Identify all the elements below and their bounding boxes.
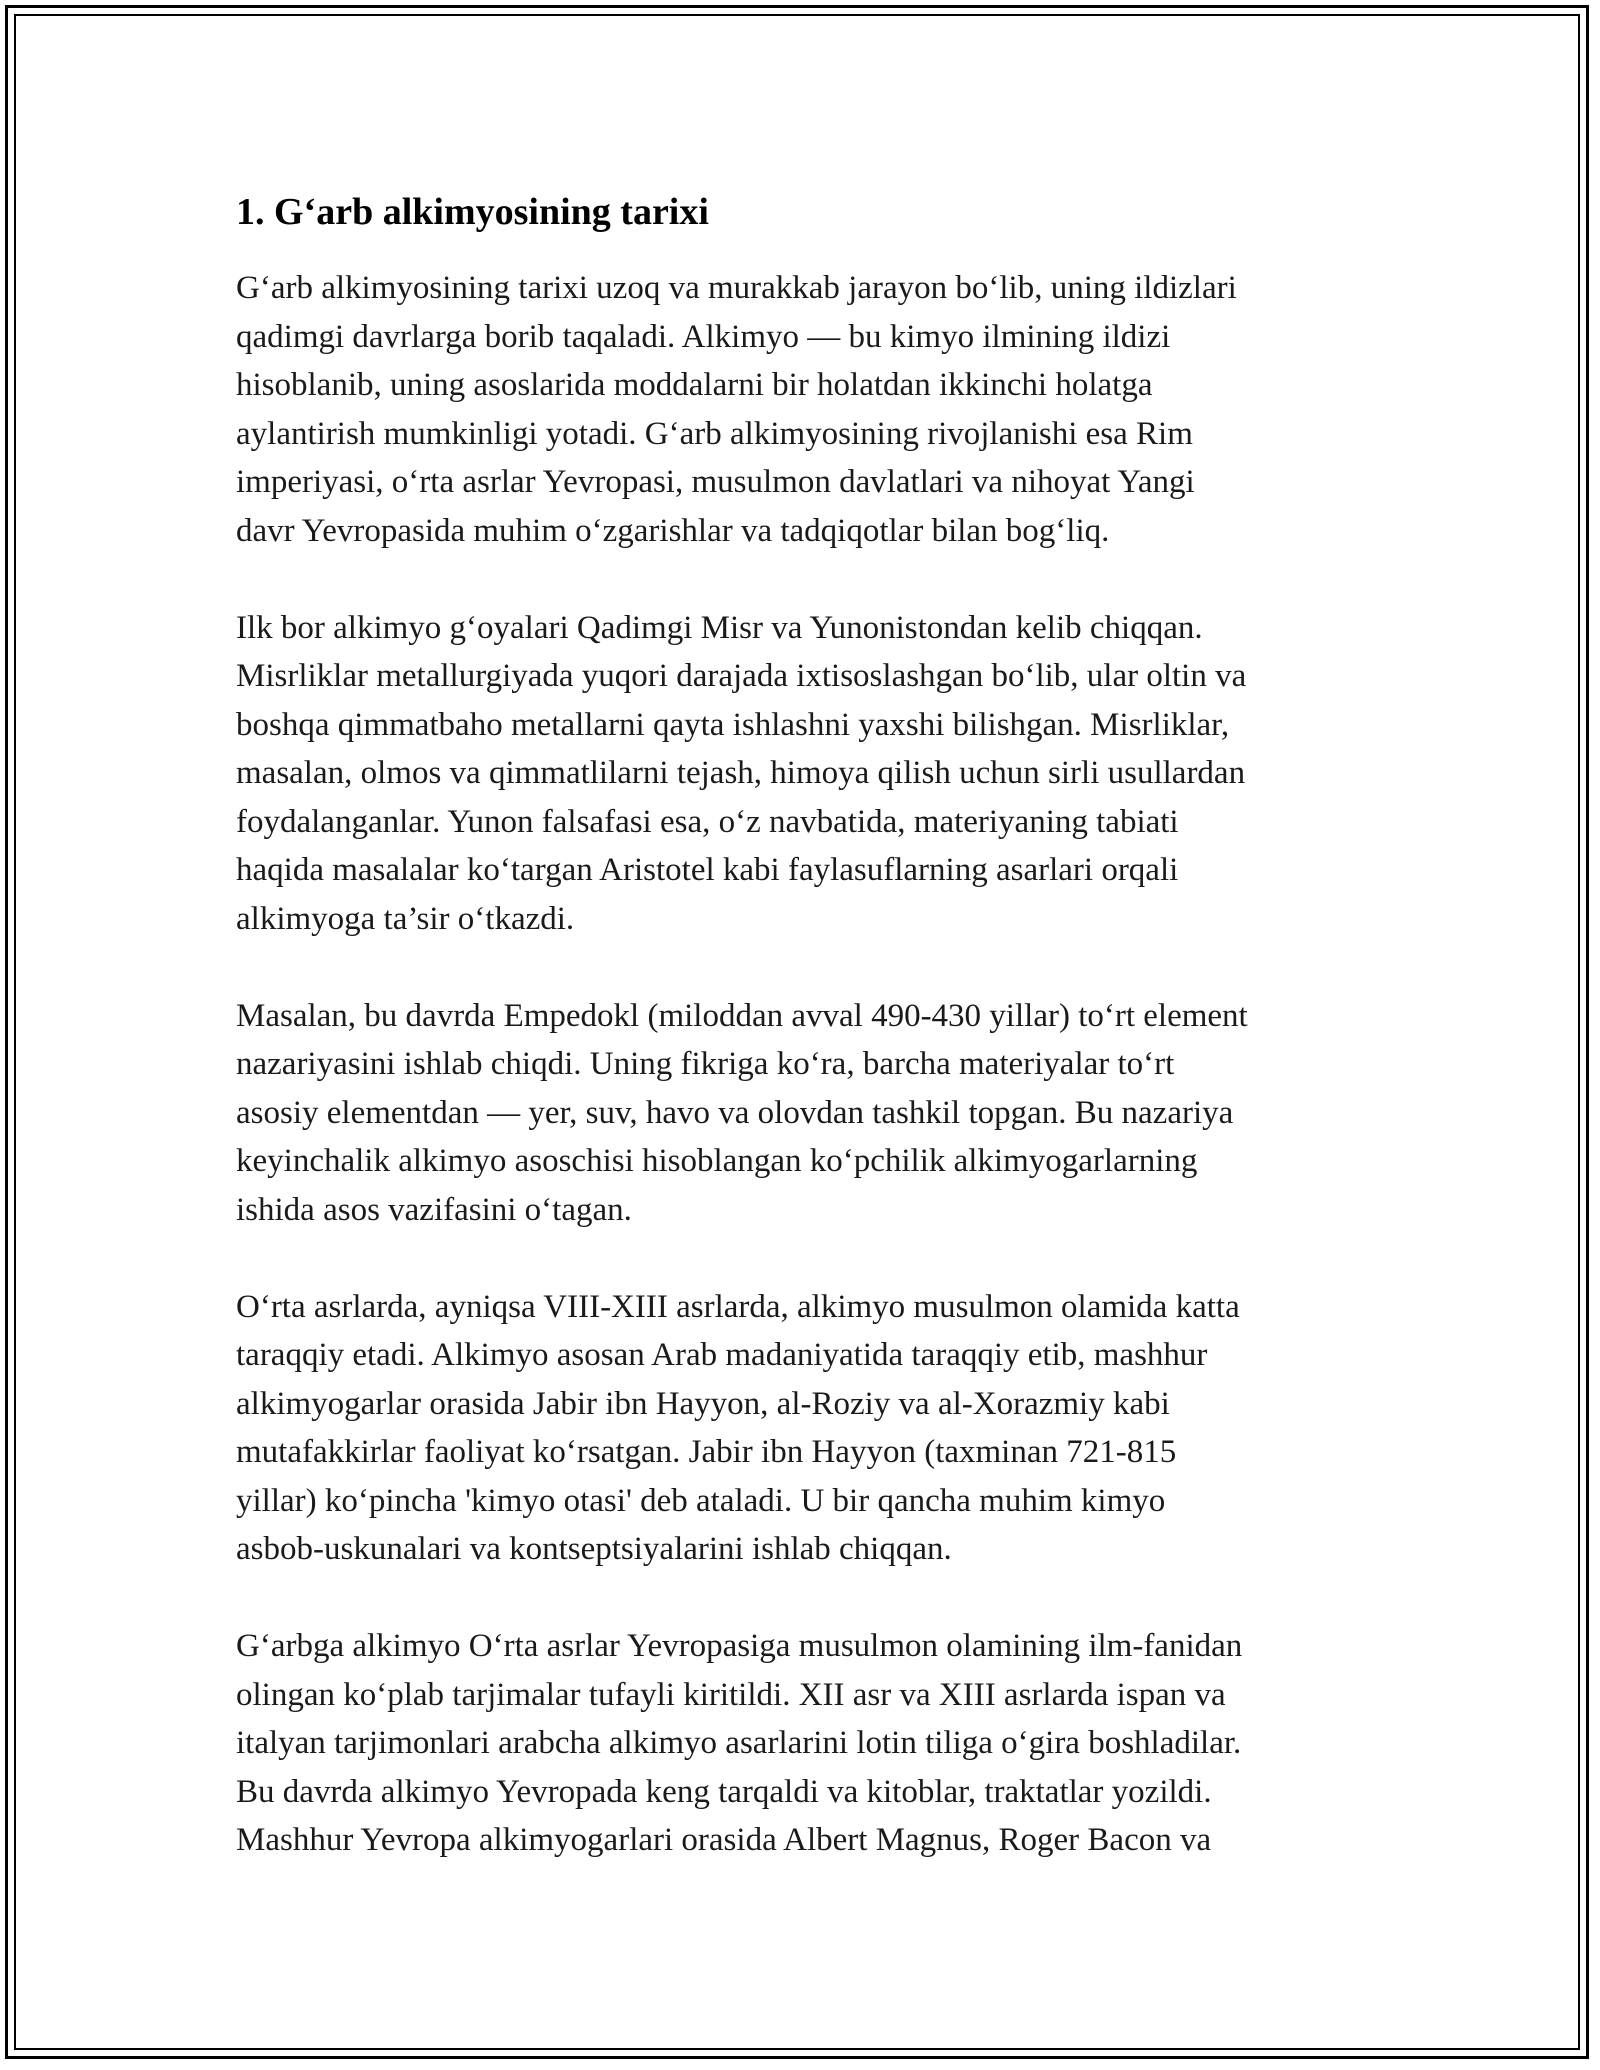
text-line: qadimgi davrlarga borib taqaladi. Alkimyo — bu kimyo ilmining ildizi [236,318,1171,355]
paragraph-2 [236,604,1376,944]
paragraph-3 [236,992,1376,1235]
text-line: keyinchalik alkimyo asoschisi hisoblangan ko‘pchilik alkimyogarlarning [236,1143,1198,1179]
text-line: aylantirish mumkinligi yotadi. G‘arb alkimyosining rivojlanishi esa Rim [236,415,1193,452]
text-line: taraqqiy etadi. Alkimyo asosan Arab madaniyatida taraqqiy etib, mashhur [236,1337,1208,1373]
text-line: G‘arb alkimyosining tarixi uzoq va murakkab jarayon bo‘lib, uning ildizlari [236,270,1237,306]
text-line: imperiyasi, o‘rta asrlar Yevropasi, musulmon davlatlari va nihoyat Yangi [236,464,1195,500]
text-line: boshqa qimmatbaho metallarni qayta ishlashni yaxshi bilishgan. Misrliklar, [236,706,1230,743]
text-line: ishida asos vazifasini o‘tagan. [236,1191,632,1228]
text-line: G‘arbga alkimyo O‘rta asrlar Yevropasiga musulmon olamining ilm-fanidan [236,1628,1243,1664]
text-line: olingan ko‘plab tarjimalar tufayli kiritildi. XII asr va XIII asrlarda ispan va [236,1676,1226,1713]
text-line: Ilk bor alkimyo g‘oyalari Qadimgi Misr va Yunonistondan kelib chiqqan. [236,609,1203,646]
text-line: alkimyoga ta’sir o‘tkazdi. [236,900,575,937]
text-line: asbob-uskunalari va kontseptsiyalarini ishlab chiqqan. [236,1531,952,1567]
text-line: davr Yevropasida muhim o‘zgarishlar va tadqiqotlar bilan bog‘liq. [236,512,1110,549]
text-line: masalan, olmos va qimmatlilarni tejash, himoya qilish uchun sirli usullardan [236,755,1246,791]
text-line: yillar) ko‘pincha 'kimyo otasi' deb ataladi. U bir qancha muhim kimyo [236,1482,1166,1519]
text-line: asosiy elementdan — yer, suv, havo va olovdan tashkil topgan. Bu nazariya [236,1094,1234,1131]
text-line: mutafakkirlar faoliyat ko‘rsatgan. Jabir ibn Hayyon (taxminan 721-815 [236,1434,1177,1470]
text-line: alkimyogarlar orasida Jabir ibn Hayyon, al-Roziy va al-Xorazmiy kabi [236,1385,1170,1422]
text-line: Mashhur Yevropa alkimyogarlari orasida Albert Magnus, Roger Bacon va [236,1822,1212,1858]
section-heading: 1. G‘arb alkimyosining tarixi [236,191,709,233]
text-line: Bu davrda alkimyo Yevropada keng tarqaldi va kitoblar, traktatlar yozildi. [236,1773,1212,1810]
paragraph-5 [236,1622,1376,1865]
text-line: italyan tarjimonlari arabcha alkimyo asarlarini lotin tiliga o‘gira boshladilar. [236,1725,1242,1761]
text-line: foydalanganlar. Yunon falsafasi esa, o‘z navbatida, materiyaning tabiati [236,803,1179,840]
paragraph-4 [236,1283,1376,1574]
text-line: nazariyasini ishlab chiqdi. Uning fikriga ko‘ra, barcha materiyalar to‘rt [236,1046,1175,1082]
text-line: Misrliklar metallurgiyada yuqori darajada ixtisoslashgan bo‘lib, ular oltin va [236,658,1247,694]
document-body [236,188,1376,1913]
text-line: hisoblanib, uning asoslarida moddalarni bir holatdan ikkinchi holatga [236,367,1153,403]
paragraph-1 [236,264,1376,555]
text-line: haqida masalalar ko‘targan Aristotel kabi faylasuflarning asarlari orqali [236,852,1179,888]
text-line: O‘rta asrlarda, ayniqsa VIII-XIII asrlarda, alkimyo musulmon olamida katta [236,1288,1240,1325]
text-line: Masalan, bu davrda Empedokl (miloddan avval 490-430 yillar) to‘rt element [236,997,1248,1034]
